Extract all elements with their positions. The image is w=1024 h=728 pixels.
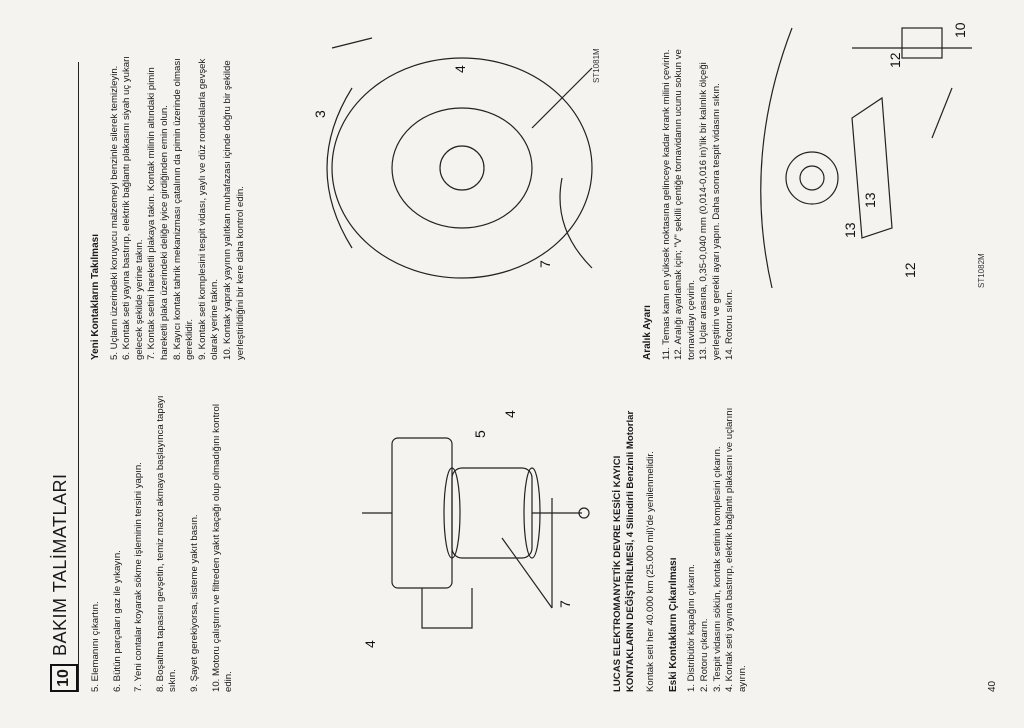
step: 14. Rotoru sıkın. xyxy=(723,289,735,360)
page-number: 40 xyxy=(987,680,998,692)
paragraph: 10. Kontak yaprak yayının yalıtkan muhafazası içinde doğru bir şekilde yerleştirildiğini bir kere daha kontrol edin. xyxy=(221,60,246,360)
figure-label: 13 xyxy=(842,222,858,238)
paragraph: 9. Kontak seti komplesini tespit vidası, yaylı ve düz rondelalarla gevşek olarak yerine takın. xyxy=(196,58,221,360)
page-title: BAKIM TALİMATLARI xyxy=(50,473,70,656)
figure-label: 13 xyxy=(862,192,878,208)
figure-label: 5 xyxy=(472,430,488,438)
distributor-figure xyxy=(292,18,612,288)
step: 1. Distribütör kapağını çıkarın. xyxy=(686,564,698,692)
figure-label: 12 xyxy=(902,262,918,278)
section-number: 10 xyxy=(55,669,72,687)
subheading: Eski Kontakların Çıkarılması xyxy=(667,557,679,692)
figure-label: 3 xyxy=(312,110,328,118)
column-2-lower-text xyxy=(632,40,736,360)
figure-label: 7 xyxy=(537,260,553,268)
paragraph: 8. Kayıcı kontak tahrik mekanizması çatalının da pimin üzerinde olması gereklidir. xyxy=(171,58,196,360)
figure-label: 4 xyxy=(502,410,518,418)
paragraph: 5. Uçların üzerindeki koruyucu malzemeyi benzinle silerek temizleyin. xyxy=(108,65,120,360)
step: 11. Temas kamı en yüksek noktasına gelinceye kadar krank milini çevirin. xyxy=(660,49,672,360)
paragraph: 5. Elemanını çıkartın. xyxy=(90,601,101,692)
gap-adjust-figure xyxy=(752,8,992,298)
figure-label: 7 xyxy=(557,600,573,608)
step: 3. Tespit vidasını sökün, kontak setinin komplesini çıkarın. xyxy=(711,446,723,692)
step: 2. Rotoru çıkarın. xyxy=(698,618,710,692)
fuel-filter-drawing xyxy=(352,378,612,648)
rotated-document xyxy=(12,0,1012,728)
paragraph: 9. Şayet gerekiyorsa, sisteme yakıt basın. xyxy=(188,514,200,692)
section-heading: LUCAS ELEKTROMANYETİK DEVRE KESİCİ KAYICI KONTAKLARIN DEĞİŞTİRİLMESİ, 4 Silindirli Benzinli Motorlar xyxy=(612,410,636,692)
paragraph: 6. Kontak seti yayına bastırıp, elektrik bağlantı plakasını siyah uç yukarı gelecek şekilde yerine takın. xyxy=(121,56,145,360)
figure-code: ST1082M xyxy=(977,253,986,288)
figure-code: ST1081M xyxy=(592,48,601,83)
column-1-text xyxy=(90,392,245,692)
subheading: Aralık Ayarı xyxy=(642,305,653,360)
paragraph: 10. Motoru çalıştırın ve filtreden yakıt kaçağı olup olmadığını kontrol edin. xyxy=(210,404,235,692)
column-1-lower-text xyxy=(612,392,749,692)
step: 12. Aralığı ayarlamak için; "V" şekilli çentiğe tornavidanın ucunu sokun ve tornavidayı çevirin. xyxy=(673,49,697,360)
section-number-box xyxy=(50,664,78,692)
step: 4. Kontak seti yayına bastırıp, elektrik bağlantı plakasını ve uçlarını ayırın. xyxy=(724,407,748,692)
gap-adjust-drawing xyxy=(752,8,992,298)
distributor-drawing xyxy=(292,18,612,288)
paragraph: 7. Yeni contalar koyarak sökme işleminin tersini yapın. xyxy=(133,462,145,692)
figure-label: 12 xyxy=(887,52,903,68)
column-2-text xyxy=(90,40,247,360)
paragraph: 6. Bütün parçaları gaz ile yıkayın. xyxy=(111,550,123,692)
paragraph: Kontak seti her 40.000 km (25.000 mil)'de yenilenmelidir. xyxy=(645,451,657,692)
figure-label: 4 xyxy=(452,65,468,73)
paragraph: 7. Kontak setini hareketli plakaya takın. Kontak milinin altındaki pimin hareketli plaka üzerindeki deliğe iyice girdiğinden emin olun. xyxy=(146,67,170,360)
step: 13. Uçlar arasına, 0,35-0,040 mm (0,014-0,016 in)'lik bir kalınlık ölçeği yerleştirin ve gerekli ayarı yapın. Daha sonra tespit vidasını sıkın. xyxy=(698,62,722,360)
subheading: Yeni Kontakların Takılması xyxy=(90,234,101,360)
paragraph: 8. Boşaltma tapasını gevşetin, temiz mazot akmaya başlayınca tapayı sıkın. xyxy=(154,395,179,692)
header-divider xyxy=(78,62,79,692)
figure-label: 4 xyxy=(362,640,378,648)
fuel-filter-figure xyxy=(352,378,612,648)
figure-label: 10 xyxy=(952,22,968,38)
